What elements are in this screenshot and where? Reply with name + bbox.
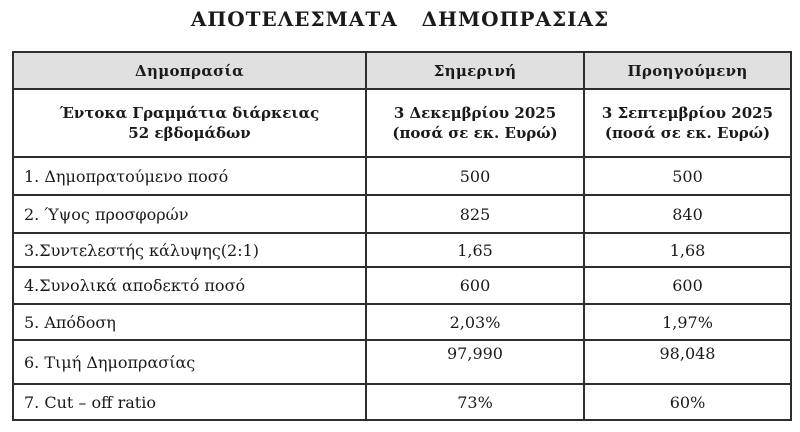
table-row-cutoff-ratio <box>13 384 791 420</box>
instrument-cell <box>13 89 366 157</box>
previous-value: 98,048 <box>584 340 791 384</box>
row-label: 1. Δημοπρατούμενο ποσό <box>13 157 366 195</box>
table-row-coverage-ratio <box>13 233 791 267</box>
current-value: 825 <box>366 195 584 233</box>
subheader-row <box>13 89 791 157</box>
previous-value: 600 <box>584 267 791 304</box>
previous-date-cell <box>584 89 791 157</box>
col-header-current: Σημερινή <box>366 52 584 89</box>
row-label: 4.Συνολικά αποδεκτό ποσό <box>13 267 366 304</box>
table-row-yield <box>13 304 791 340</box>
previous-unit: (ποσά σε εκ. Ευρώ) <box>604 124 771 142</box>
auction-results-table <box>12 51 792 421</box>
current-date: 3 Δεκεμβρίου 2025 <box>393 103 557 122</box>
page-title: ΑΠΟΤΕΛΕΣΜΑΤΑ ΔΗΜΟΠΡΑΣΙΑΣ <box>190 7 610 31</box>
row-label: 3.Συντελεστής κάλυψης(2:1) <box>13 233 366 267</box>
current-value: 1,65 <box>366 233 584 267</box>
current-unit: (ποσά σε εκ. Ευρώ) <box>392 124 558 142</box>
table-row-accepted-amount <box>13 267 791 304</box>
previous-value: 840 <box>584 195 791 233</box>
current-date-cell <box>366 89 584 157</box>
col-header-auction: Δημοπρασία <box>13 52 366 89</box>
previous-date: 3 Σεπτεμβρίου 2025 <box>601 103 774 122</box>
previous-value: 1,68 <box>584 233 791 267</box>
instrument-duration: 52 εβδομάδων <box>128 124 251 142</box>
current-value: 2,03% <box>366 304 584 340</box>
previous-value: 60% <box>584 384 791 420</box>
table-row-auctioned-amount <box>13 157 791 195</box>
current-value: 97,990 <box>366 340 584 384</box>
row-label: 7. Cut – off ratio <box>13 384 366 420</box>
row-label: 5. Απόδοση <box>13 304 366 340</box>
current-value: 500 <box>366 157 584 195</box>
previous-value: 1,97% <box>584 304 791 340</box>
table-row-bids-amount <box>13 195 791 233</box>
header-row <box>13 52 791 89</box>
instrument-name: Έντοκα Γραμμάτια διάρκειας <box>59 103 320 122</box>
col-header-previous: Προηγούμενη <box>584 52 791 89</box>
current-value: 73% <box>366 384 584 420</box>
current-value: 600 <box>366 267 584 304</box>
row-label: 2. Ύψος προσφορών <box>13 195 366 233</box>
table-row-auction-price <box>13 340 791 384</box>
row-label: 6. Τιμή Δημοπρασίας <box>13 340 366 384</box>
previous-value: 500 <box>584 157 791 195</box>
